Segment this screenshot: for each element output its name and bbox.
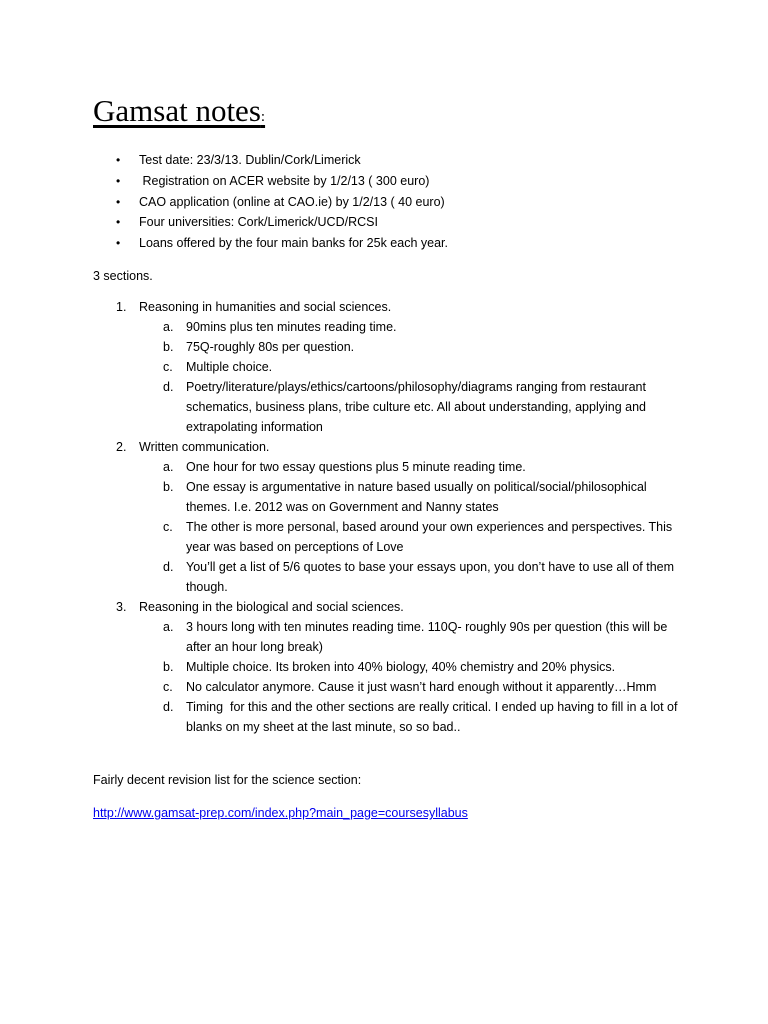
sub-letter: c. — [163, 680, 173, 694]
bullet-text: Registration on ACER website by 1/2/13 ( 300 euro) — [139, 173, 430, 188]
sub-item — [139, 697, 693, 737]
sub-letter: d. — [163, 700, 174, 714]
section-number: 2. — [116, 440, 127, 454]
sub-item — [139, 457, 693, 477]
bullet-text: Test date: 23/3/13. Dublin/Cork/Limerick — [139, 153, 361, 167]
bullet-text: Four universities: Cork/Limerick/UCD/RCSI — [139, 215, 378, 230]
sub-letter: a. — [163, 620, 174, 634]
section-number: 1. — [116, 300, 127, 314]
bullet-icon: • — [116, 173, 121, 188]
section-item — [93, 437, 693, 597]
bullet-icon: • — [116, 194, 121, 209]
sub-text: No calculator anymore. Cause it just wasn’t hard enough without it apparently…Hmm — [186, 680, 657, 694]
sub-text: One hour for two essay questions plus 5 minute reading time. — [186, 460, 526, 474]
bullet-text: Loans offered by the four main banks for 25k each year. — [139, 236, 448, 251]
sub-text: Poetry/literature/plays/ethics/cartoons/philosophy/diagrams ranging from restaurant schematics, business plans, tribe culture etc. All about understanding, applying and extrapolating information — [186, 380, 646, 434]
page-title — [93, 93, 265, 129]
sub-letter: c. — [163, 360, 173, 374]
sub-letter: c. — [163, 520, 173, 534]
sub-text: 90mins plus ten minutes reading time. — [186, 320, 397, 334]
sub-text: Timing for this and the other sections are really critical. I ended up having to fill in a lot of blanks on my sheet at the last minute, so so bad.. — [186, 700, 681, 734]
title-text: Gamsat notes — [93, 93, 261, 128]
section-item — [93, 297, 693, 437]
sub-letter: a. — [163, 320, 174, 334]
syllabus-link[interactable]: http://www.gamsat-prep.com/index.php?main_page=coursesyllabus — [93, 806, 468, 820]
revision-list-label: Fairly decent revision list for the science section: — [93, 773, 362, 787]
bullet-item — [93, 171, 693, 192]
sub-letter: b. — [163, 480, 174, 494]
sections-intro: 3 sections. — [93, 269, 153, 283]
bullet-icon: • — [116, 153, 121, 167]
bullet-item — [93, 192, 693, 213]
bullet-item — [93, 212, 693, 233]
sub-item — [139, 377, 693, 437]
bullet-item — [93, 150, 693, 171]
section-subitems — [139, 617, 693, 737]
sub-letter: d. — [163, 560, 174, 574]
sub-item — [139, 657, 693, 677]
section-heading: Reasoning in the biological and social sciences. — [139, 600, 404, 614]
sub-letter: d. — [163, 380, 174, 394]
sub-item — [139, 617, 693, 657]
section-subitems — [139, 317, 693, 437]
section-heading: Reasoning in humanities and social sciences. — [139, 300, 392, 314]
bullet-text: CAO application (online at CAO.ie) by 1/2/13 ( 40 euro) — [139, 194, 445, 209]
sub-text: 3 hours long with ten minutes reading time. 110Q- roughly 90s per question (this will be after an hour long break) — [186, 620, 668, 654]
sub-letter: a. — [163, 460, 174, 474]
bullet-icon: • — [116, 215, 121, 230]
sub-text: Multiple choice. Its broken into 40% biology, 40% chemistry and 20% physics. — [186, 660, 616, 674]
sub-text: One essay is argumentative in nature based usually on political/social/philosophical themes. I.e. 2012 was on Government and Nanny states — [186, 480, 647, 514]
info-bullet-list — [93, 150, 693, 254]
sub-text: Multiple choice. — [186, 360, 273, 374]
sub-text: The other is more personal, based around your own experiences and perspectives. This year was based on perceptions of Love — [186, 520, 673, 554]
sub-letter: b. — [163, 660, 174, 674]
sections-outline — [93, 297, 693, 737]
bullet-icon: • — [116, 236, 121, 251]
sub-text: You’ll get a list of 5/6 quotes to base your essays upon, you don’t have to use all of them though. — [186, 560, 675, 594]
section-number: 3. — [116, 600, 127, 614]
section-item — [93, 597, 693, 737]
title-colon: : — [260, 109, 266, 125]
sub-item — [139, 337, 693, 357]
sub-item — [139, 317, 693, 337]
sub-text: 75Q-roughly 80s per question. — [186, 340, 355, 354]
sub-item — [139, 677, 693, 697]
sub-letter: b. — [163, 340, 174, 354]
section-heading: Written communication. — [139, 440, 270, 454]
sub-item — [139, 477, 693, 517]
section-subitems — [139, 457, 693, 597]
sub-item — [139, 357, 693, 377]
sub-item — [139, 557, 693, 597]
sub-item — [139, 517, 693, 557]
bullet-item — [93, 233, 693, 254]
